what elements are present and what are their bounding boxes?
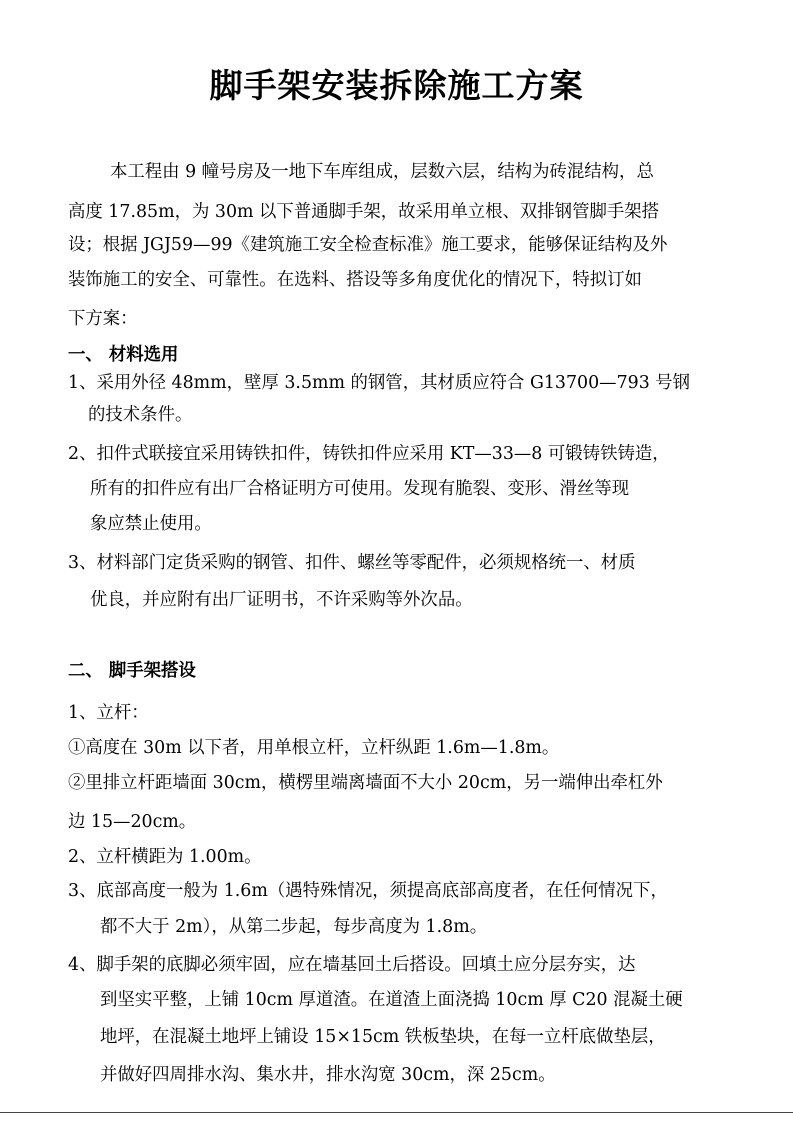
- scaffold-line-8: 4、脚手架的底脚必须牢固，应在墙基回土后搭设。回填土应分层夯实，达: [68, 955, 636, 975]
- materials-line-7: 优良，并应附有出厂证明书，不许采购等外次品。: [90, 590, 473, 610]
- materials-line-5: 象应禁止使用。: [90, 514, 212, 534]
- intro-line-4: 装饰施工的安全、可靠性。在选料、搭设等多角度优化的情况下，特拟订如: [68, 270, 642, 290]
- intro-line-5: 下方案：: [68, 309, 138, 329]
- materials-line-1: 1、采用外径 48mm，壁厚 3.5mm 的钢管，其材质应符合 G13700—793 号钢: [68, 373, 691, 393]
- scaffold-line-1: 1、立杆：: [68, 703, 149, 723]
- page-bottom-rule: [0, 1112, 793, 1113]
- intro-line-2: 高度 17.85m，为 30m 以下普通脚手架，故采用单立根、双排钢管脚手架搭: [68, 202, 660, 222]
- scaffold-line-5: 2、立杆横距为 1.00m。: [68, 847, 262, 867]
- materials-line-6: 3、材料部门定货采购的钢管、扣件、螺丝等零配件，必须规格统一、材质: [68, 553, 636, 573]
- materials-line-4: 所有的扣件应有出厂合格证明方可使用。发现有脆裂、变形、滑丝等现: [90, 479, 630, 499]
- scaffold-line-11: 并做好四周排水沟、集水井，排水沟宽 30cm，深 25cm。: [100, 1065, 556, 1085]
- intro-line-3: 设；根据 JGJ59—99《建筑施工安全检查标准》施工要求，能够保证结构及外: [68, 235, 668, 255]
- scaffold-line-7: 都不大于 2m），从第二步起，每步高度为 1.8m。: [100, 917, 488, 937]
- scaffold-line-10: 地坪，在混凝土地坪上铺设 15×15cm 铁板垫块，在每一立杆底做垫层，: [100, 1027, 666, 1047]
- scaffold-line-6: 3、底部高度一般为 1.6m（遇特殊情况，须提高底部高度者，在任何情况下，: [68, 881, 668, 901]
- scaffold-line-3: ②里排立杆距墙面 30cm，横楞里端离墙面不大小 20cm，另一端伸出牵杠外: [68, 773, 663, 793]
- intro-line-1: 本工程由 9 幢号房及一地下车库组成，层数六层，结构为砖混结构，总: [110, 162, 654, 182]
- scaffold-line-2: ①高度在 30m 以下者，用单根立杆，立杆纵距 1.6m—1.8m。: [68, 738, 560, 758]
- section-heading-scaffold: 二、 脚手架搭设: [68, 661, 196, 681]
- materials-line-2: 的技术条件。: [88, 405, 193, 425]
- section-heading-materials: 一、 材料选用: [68, 345, 179, 365]
- scaffold-line-4: 边 15—20cm。: [68, 812, 197, 832]
- document-title: 脚手架安装拆除施工方案: [209, 66, 584, 105]
- materials-line-3: 2、扣件式联接宜采用铸铁扣件，铸铁扣件应采用 KT—33—8 可锻铸铁铸造，: [68, 444, 670, 464]
- scaffold-line-9: 到坚实平整，上铺 10cm 厚道渣。在道渣上面浇捣 10cm 厚 C20 混凝土硬: [100, 990, 683, 1010]
